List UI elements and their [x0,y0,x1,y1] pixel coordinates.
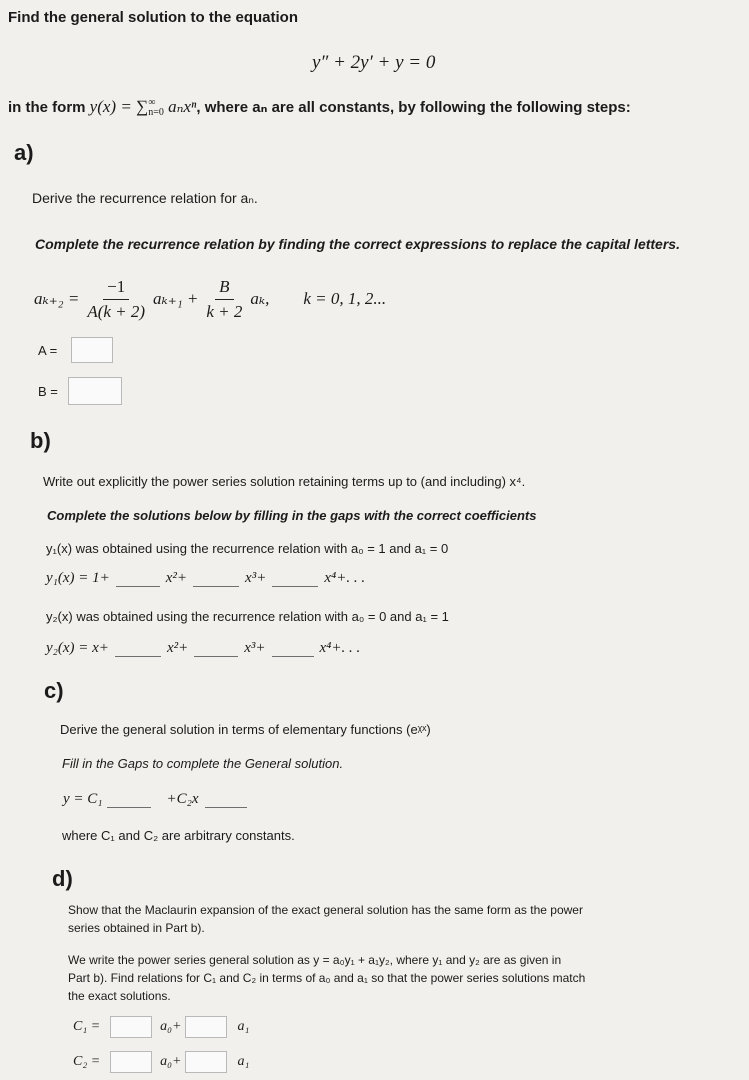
c1-term-input[interactable] [107,789,151,808]
y2-term-x2: x²+ [166,640,189,656]
answer-A-label: A = [38,342,58,358]
part-d-paragraph-1: We write the power series general solution as y = a₀y₁ + a₁y₂, where y₁ and y₂ are as given in [68,953,562,967]
c2-label: C₂ = [73,1054,101,1069]
part-b-instruction: Write out explicitly the power series solution retaining terms up to (and including) x⁴. [43,474,526,489]
y1-row [46,568,365,587]
sum-upper: ∞ [148,97,156,109]
c2-relation-row [73,1051,249,1073]
y2-coef-x3-input[interactable] [194,638,238,657]
c2-term-input[interactable] [205,789,247,808]
c2-a1: a₁ [237,1054,250,1069]
c1-a0-coef-input[interactable] [110,1016,152,1038]
y2-term-x3: x³+ [244,640,266,656]
recurrence-relation [34,270,386,328]
answer-A-row [38,337,113,363]
y2-coef-x2-input[interactable] [115,638,161,657]
c1-a1-coef-input[interactable] [185,1016,227,1038]
form-prefix: in the form [8,99,90,116]
y2-description: y₂(x) was obtained using the recurrence relation with a₀ = 0 and a₁ = 1 [46,609,449,624]
y2-coef-x4-input[interactable] [272,638,314,657]
y2-row [46,638,360,657]
frac2-denominator: k + 2 [206,301,243,321]
plus-c2x: +C₂x [166,791,199,807]
part-c-note: where C₁ and C₂ are arbitrary constants. [62,828,295,843]
y1-coef-x3-input[interactable] [193,568,239,587]
frac1-numerator: −1 [103,277,129,300]
part-d-instruction-2: series obtained in Part b). [68,921,205,935]
y2-prefix: y₂(x) = x+ [46,640,109,656]
y1-prefix: y₁(x) = 1+ [46,570,110,586]
y2-term-x4: x⁴+. . . [319,640,361,656]
part-b-label: b) [30,428,51,453]
c2-a1-coef-input[interactable] [185,1051,227,1073]
part-b-task: Complete the solutions below by filling in the gaps with the correct coefficients [47,508,537,523]
y1-coef-x4-input[interactable] [272,568,318,587]
c1-label: C₁ = [73,1019,101,1034]
answer-B-input[interactable] [68,377,122,405]
part-c-instruction: Derive the general solution in terms of elementary functions (eᵡˣ) [60,722,431,737]
recurrence-mid: aₖ₊₁ + [153,289,199,308]
y1-coef-x2-input[interactable] [116,568,160,587]
y1-description: y₁(x) was obtained using the recurrence relation with a₀ = 1 and a₁ = 0 [46,541,449,556]
form-math: y(x) = ∑ [89,97,149,116]
recurrence-range: k = 0, 1, 2... [303,289,387,308]
y1-term-x3: x³+ [245,570,267,586]
part-a-label: a) [14,140,34,165]
c1-a0-plus: a₀+ [160,1019,182,1034]
intro-prompt: Find the general solution to the equation [8,9,298,26]
answer-B-label: B = [38,383,58,399]
answer-B-row [38,377,122,405]
general-solution-row [63,789,253,808]
part-d-label: d) [52,866,73,891]
answer-A-input[interactable] [71,337,113,363]
part-d-paragraph-3: the exact solutions. [68,989,171,1003]
part-d-paragraph-2: Part b). Find relations for C₁ and C₂ in terms of a₀ and a₁ so that the power series solutions match [68,971,586,985]
frac1-denominator: A(k + 2) [87,301,146,321]
c1-a1: a₁ [237,1019,250,1034]
sum-lower: n=0 [148,107,164,119]
c1-relation-row [73,1016,249,1038]
y-equals-c1: y = C₁ [63,791,103,807]
c2-a0-coef-input[interactable] [110,1051,152,1073]
part-c-task: Fill in the Gaps to complete the General solution. [62,756,344,771]
part-a-instruction: Derive the recurrence relation for aₙ. [32,190,258,206]
form-suffix: , where aₙ are all constants, by following the following steps: [196,99,631,116]
c2-a0-plus: a₀+ [160,1054,182,1069]
intro-form-line [8,97,631,118]
form-math-2: aₙxⁿ [163,97,197,116]
y1-term-x4: x⁴+. . . [324,570,366,586]
part-a-task: Complete the recurrence relation by finding the correct expressions to replace the capital letters. [35,236,680,252]
part-c-label: c) [44,678,64,703]
y1-term-x2: x²+ [165,570,188,586]
main-equation: y″ + 2y′ + y = 0 [312,52,436,73]
recurrence-lhs: aₖ₊₂ = [34,289,80,308]
recurrence-rhs: aₖ, [250,289,270,308]
frac2-numerator: B [215,277,233,300]
part-d-instruction-1: Show that the Maclaurin expansion of the exact general solution has the same form as the power [68,903,583,917]
